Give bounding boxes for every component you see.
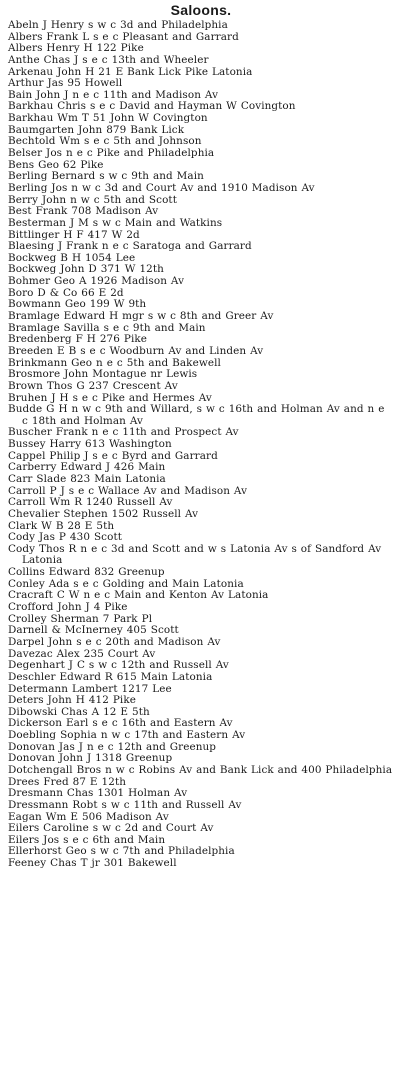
list-item: Breeden E B s e c Woodburn Av and Linden Av <box>8 344 264 357</box>
list-item: Dibowski Chas A 12 E 5th <box>8 705 150 718</box>
list-item: Barkhau Wm T 51 John W Covington <box>8 112 208 125</box>
list-item: Cody Jas P 430 Scott <box>8 531 122 544</box>
list-item: Arthur Jas 95 Howell <box>8 77 123 90</box>
list-item: Cody Thos R n e c 3d and Scott and w s Latonia Av s of Sandford Av Latonia <box>8 542 382 567</box>
list-item: Dressmann Robt s w c 11th and Russell Av <box>8 798 242 811</box>
list-item: Determann Lambert 1217 Lee <box>8 682 172 695</box>
list-item: Boro D & Co 66 E 2d <box>8 286 124 299</box>
list-item: Barkhau Chris s e c David and Hayman W Covington <box>8 100 296 113</box>
list-item: Darnell & McInerney 405 Scott <box>8 624 179 637</box>
list-item: Eilers Caroline s w c 2d and Court Av <box>8 822 214 835</box>
list-item: Brown Thos G 237 Crescent Av <box>8 379 178 392</box>
list-item: Berling Jos n w c 3d and Court Av and 1910 Madison Av <box>8 181 315 194</box>
list-item: Degenhart J C s w c 12th and Russell Av <box>8 659 229 672</box>
list-item: Davezac Alex 235 Court Av <box>8 647 156 660</box>
list-item: Dresmann Chas 1301 Holman Av <box>8 787 188 800</box>
list-item: Donovan John J 1318 Greenup <box>8 752 173 765</box>
list-item: Drees Fred 87 E 12th <box>8 775 127 788</box>
list-item: Bechtold Wm s e c 5th and Johnson <box>8 135 202 148</box>
list-item: Doebling Sophia n w c 17th and Eastern Av <box>8 729 246 742</box>
list-item: Eilers Jos s e c 6th and Main <box>8 833 166 846</box>
list-item: Besterman J M s w c Main and Watkins <box>8 216 223 229</box>
list-item: Belser Jos n e c Pike and Philadelphia <box>8 147 215 160</box>
list-item: Brosmore John Montague nr Lewis <box>8 368 198 381</box>
list-item: Ellerhorst Geo s w c 7th and Philadelphia <box>8 845 235 858</box>
list-item: Bockweg John D 371 W 12th <box>8 263 164 276</box>
list-item: Berling Bernard s w c 9th and Main <box>8 170 204 183</box>
list-item: Albers Frank L s e c Pleasant and Garrard <box>8 30 239 43</box>
list-item: Bramlage Savilla s e c 9th and Main <box>8 321 206 334</box>
list-item: Eagan Wm E 506 Madison Av <box>8 810 169 823</box>
list-item: Bramlage Edward H mgr s w c 8th and Greer Av <box>8 310 274 323</box>
list-item: Dickerson Earl s e c 16th and Eastern Av <box>8 717 233 730</box>
section-heading: Saloons. <box>170 2 232 18</box>
list-item: Cracraft C W n e c Main and Kenton Av Latonia <box>8 589 269 602</box>
list-item: Darpel John s e c 20th and Madison Av <box>8 635 221 648</box>
list-item: Arkenau John H 21 E Bank Lick Pike Latonia <box>8 65 253 78</box>
list-item: Bittlinger H F 417 W 2d <box>8 228 140 241</box>
list-item: Blaesing J Frank n e c Saratoga and Garrard <box>8 240 252 253</box>
list-item: Feeney Chas T jr 301 Bakewell <box>8 857 177 870</box>
list-item: Best Frank 708 Madison Av <box>8 205 159 218</box>
list-item: Bussey Harry 613 Washington <box>8 438 172 451</box>
list-item: Abeln J Henry s w c 3d and Philadelphia <box>8 19 228 31</box>
list-item: Carberry Edward J 426 Main <box>8 461 166 474</box>
list-item: Berry John n w c 5th and Scott <box>8 193 177 206</box>
list-item: Crofford John J 4 Pike <box>8 601 128 614</box>
list-item: Brinkmann Geo n e c 5th and Bakewell <box>8 356 221 369</box>
list-item: Budde G H n w c 9th and Willard, s w c 16th and Holman Av and n e c 18th and Holman Av <box>8 403 385 427</box>
list-item: Baumgarten John 879 Bank Lick <box>8 123 185 136</box>
list-item: Bowmann Geo 199 W 9th <box>8 298 147 311</box>
list-item: Dotchengall Bros n w c Robins Av and Bank Lick and 400 Philadelphia <box>8 764 393 776</box>
list-item: Bain John J n e c 11th and Madison Av <box>8 88 219 101</box>
list-item: Carroll P J s e c Wallace Av and Madison Av <box>8 484 248 497</box>
list-item: Conley Ada s e c Golding and Main Latonia <box>8 577 244 590</box>
list-item: Clark W B 28 E 5th <box>8 519 115 532</box>
list-item: Bens Geo 62 Pike <box>8 158 104 171</box>
list-item: Collins Edward 832 Greenup <box>8 566 165 579</box>
list-item: Bruhen J H s e c Pike and Hermes Av <box>8 391 212 404</box>
list-item: Albers Henry H 122 Pike <box>8 42 144 55</box>
list-item: Deters John H 412 Pike <box>8 694 136 707</box>
list-item: Chevalier Stephen 1502 Russell Av <box>8 507 199 520</box>
list-item: Deschler Edward R 615 Main Latonia <box>8 670 213 683</box>
list-item: Anthe Chas J s e c 13th and Wheeler <box>8 53 209 66</box>
list-item: Bockweg B H 1054 Lee <box>8 251 136 264</box>
list-item: Cappel Philip J s e c Byrd and Garrard <box>8 449 218 462</box>
list-item: Crolley Sherman 7 Park Pl <box>8 612 153 625</box>
list-item: Buscher Frank n e c 11th and Prospect Av <box>8 426 239 439</box>
list-item: Carroll Wm R 1240 Russell Av <box>8 496 173 509</box>
saloon-listing <box>8 20 394 870</box>
list-item: Bohmer Geo A 1926 Madison Av <box>8 275 185 288</box>
list-item: Carr Slade 823 Main Latonia <box>8 472 166 485</box>
list-item: Bredenberg F H 276 Pike <box>8 333 148 346</box>
list-item: Donovan Jas J n e c 12th and Greenup <box>8 740 217 753</box>
